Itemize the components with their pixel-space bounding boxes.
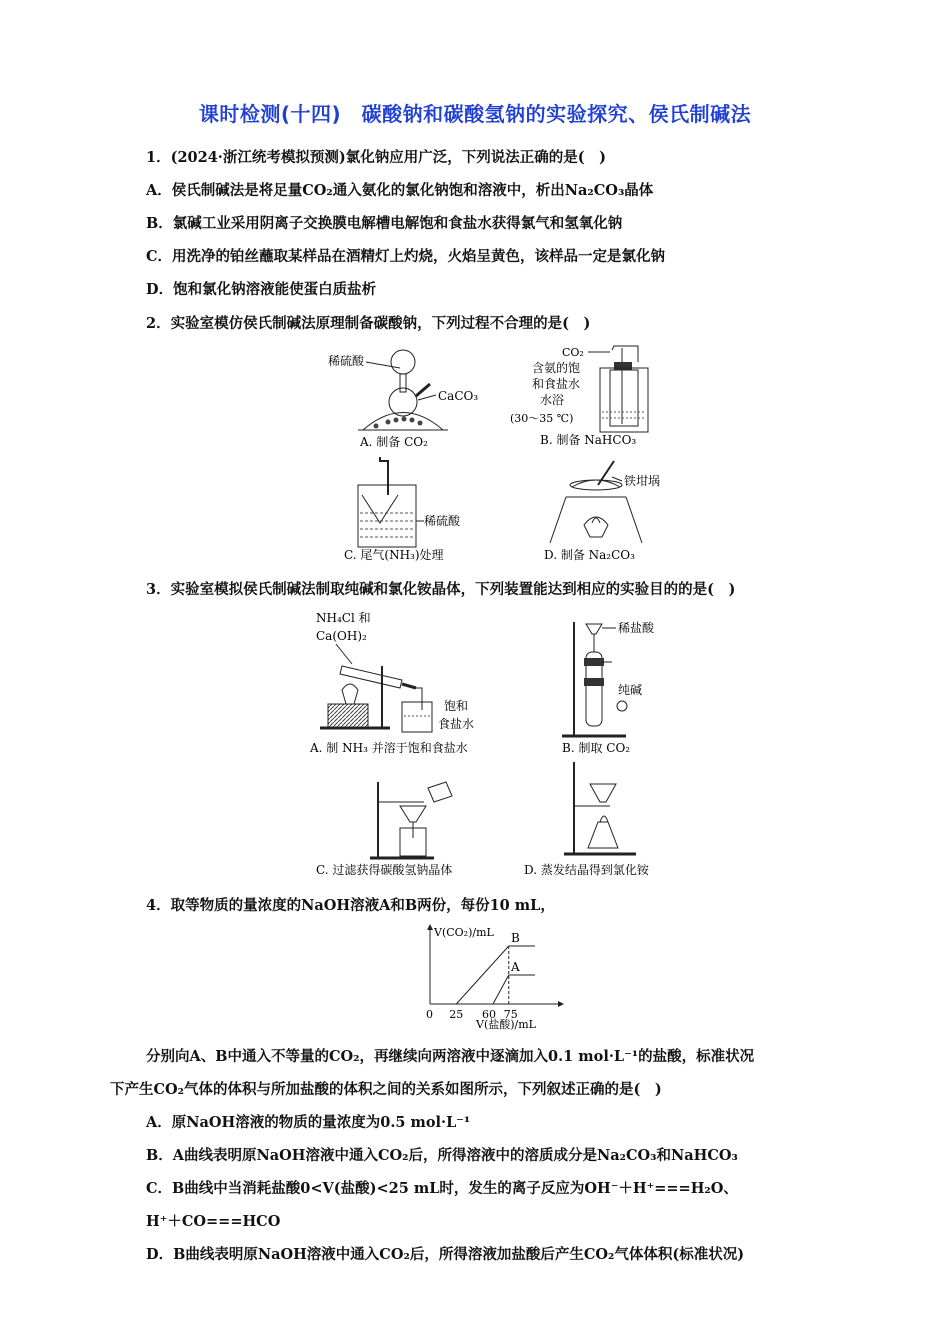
series-line-A [493,975,535,1004]
y-axis-label: V(CO₂)/mL [434,926,494,939]
q2d-caption: D. 制备 Na₂CO₃ [544,548,635,562]
series-label-A: A [511,960,520,974]
q2b-label-co2: CO₂ [562,346,584,359]
q2-stem: 2．实验室模仿侯氏制碱法原理制备碳酸钠，下列过程不合理的是( ) [146,315,591,332]
q3b-caption: B. 制取 CO₂ [562,741,631,755]
q3-figure-a [306,606,506,758]
x-tick-label: 25 [449,1008,464,1021]
q3d-caption: D. 蒸发结晶得到氯化铵 [524,863,649,877]
q2-figure-a [318,340,498,450]
q1-option-c: C．用洗净的铂丝蘸取某样品在酒精灯上灼烧，火焰呈黄色，该样品一定是氯化钠 [146,248,666,265]
q4-paragraph-1: 分别向A、B中通入不等量的CO₂，再继续向两溶液中逐滴加入0.1 mol·L⁻¹的盐酸，标准状况 [146,1048,755,1065]
q3-stem: 3．实验室模拟侯氏制碱法制取纯碱和氯化铵晶体，下列装置能达到相应的实验目的的是( ) [146,581,736,598]
q3a-label-reagent1: NH₄Cl 和 [316,611,371,625]
q3a-label-reagent2: Ca(OH)₂ [316,629,367,643]
q2c-label-acid: 稀硫酸 [424,514,461,528]
q2-figure-b [510,340,670,452]
x-tick-label: 75 [503,1008,518,1021]
q2-figure-d [536,455,686,567]
x-axis-label: V(盐酸)/mL [476,1018,536,1031]
series-label-B: B [511,931,520,945]
q2b-label-brine: 和食盐水 [532,377,581,391]
q4-option-b: B．A曲线表明原NaOH溶液中通入CO₂后，所得溶液中的溶质成分是Na₂CO₃和NaHCO₃ [146,1147,738,1164]
q3b-label-soda: 纯碱 [618,683,643,697]
x-tick-label: 60 [482,1008,496,1021]
q4-option-c: C．B曲线中当消耗盐酸0<V(盐酸)<25 mL时，发生的离子反应为OH⁻＋H⁺===H₂O、 [146,1180,738,1197]
q1-stem: 1．(2024·浙江统考模拟预测)氯化钠应用广泛，下列说法正确的是( ) [146,149,606,166]
q4-option-a: A．原NaOH溶液的物质的量浓度为0.5 mol·L⁻¹ [146,1114,471,1131]
x-tick-label: 0 [426,1008,433,1021]
q2a-label-caco3: CaCO₃ [438,389,479,403]
q4-paragraph-2: 下产生CO₂气体的体积与所加盐酸的体积之间的关系如图所示，下列叙述正确的是( ) [110,1081,662,1098]
q2-figure-c [340,455,480,567]
q3a-caption: A. 制 NH₃ 并溶于饱和食盐水 [310,741,468,755]
q2b-caption: B. 制备 NaHCO₃ [540,433,637,447]
q1-option-b: B．氯碱工业采用阴离子交换膜电解槽电解饱和食盐水获得氯气和氢氧化钠 [146,215,623,232]
q1-option-d: D．饱和氯化钠溶液能使蛋白质盐析 [146,281,377,298]
q3b-label-hcl: 稀盐酸 [618,621,655,635]
q3-figure-d [524,762,694,882]
q3a-label-sat: 饱和 [444,699,469,713]
q2d-label-crucible: 铁坩埚 [624,474,661,488]
q2a-label-acid: 稀硫酸 [328,354,365,368]
q2b-label-waterbath: 水浴 [540,393,565,407]
q4-option-d: D．B曲线表明原NaOH溶液中通入CO₂后，所得溶液加盐酸后产生CO₂气体体积(标准状况) [146,1246,745,1263]
page-title: 课时检测(十四) 碳酸钠和碳酸氢钠的实验探究、侯氏制碱法 [198,102,752,126]
q2a-caption: A. 制备 CO₂ [360,435,428,449]
q1-option-a: A．侯氏制碱法是将足量CO₂通入氨化的氯化钠饱和溶液中，析出Na₂CO₃晶体 [146,182,654,199]
q4-stem: 4．取等物质的量浓度的NaOH溶液A和B两份，每份10 mL， [146,897,555,914]
q3-figure-c [316,762,496,882]
q4-option-c-cont: H⁺＋CO===HCO [146,1213,281,1230]
q2b-label-temp: (30～35 ℃) [510,412,574,425]
q2b-label-ammonia: 含氨的饱 [532,361,581,375]
q4-chart [418,920,578,1034]
q2c-caption: C. 尾气(NH₃)处理 [344,548,444,562]
q3c-caption: C. 过滤获得碳酸氢钠晶体 [316,863,453,877]
q3-figure-b [556,612,686,758]
q3a-label-brine: 食盐水 [438,717,475,731]
